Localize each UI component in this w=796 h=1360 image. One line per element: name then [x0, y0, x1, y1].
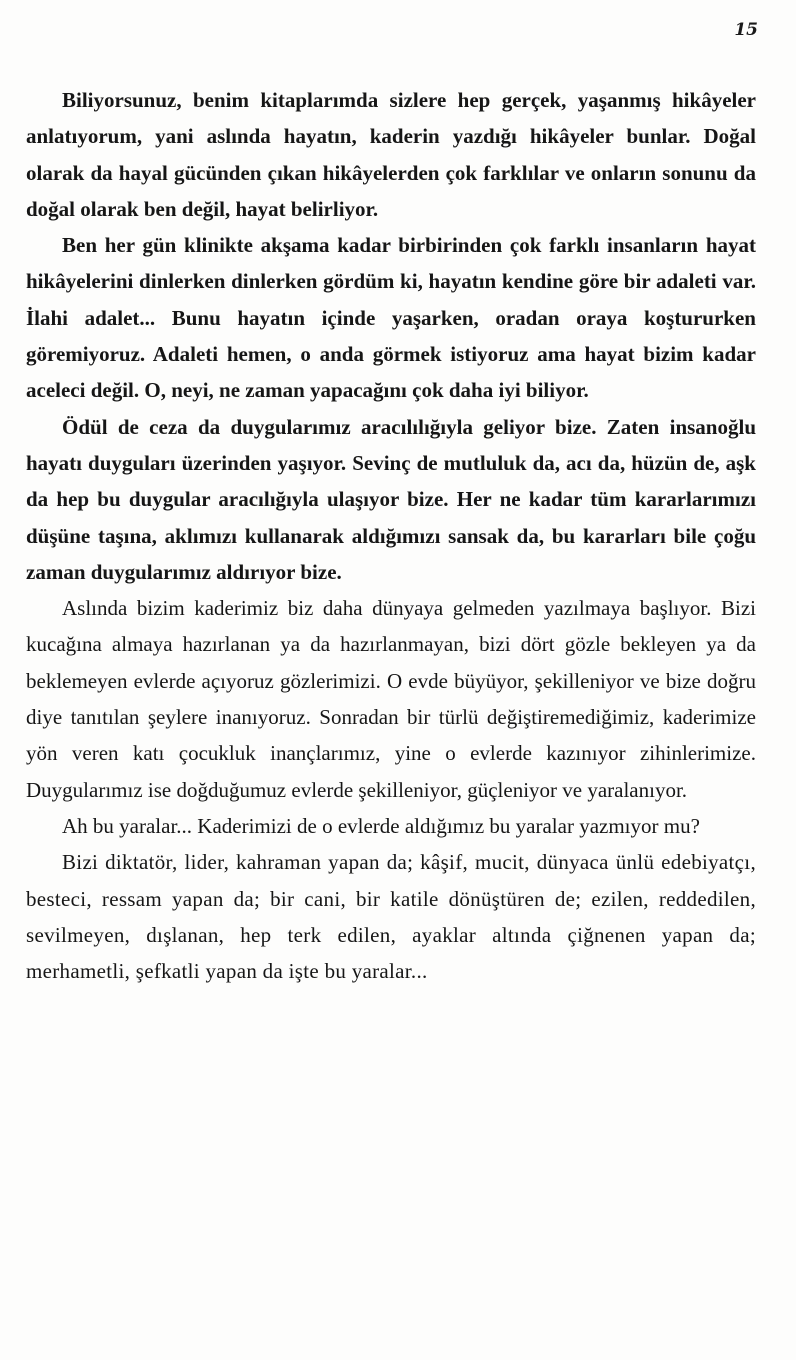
paragraph-4: Aslında bizim kaderimiz biz daha dünyaya gelmeden yazılmaya başlıyor. Bizi kucağına almaya hazırlanan ya da hazırlanmayan, bizi dört gözle bekleyen ya da beklemeyen evlerde açıyoruz gözlerimizi. O evde büyüyor, şekilleniyor ve bize doğru diye tanıtılan şeylere inanıyoruz. Sonradan bir türlü değiştiremediğimiz, kaderimize yön veren katı çocukluk inançlarımız, yine o evlerde kazınıyor zihinlerimize. Duygularımız ise doğduğumuz evlerde şekilleniyor, güçleniyor ve yaralanıyor.	[26, 596, 756, 802]
paragraph-1: Biliyorsunuz, benim kitaplarımda sizlere hep gerçek, yaşanmış hikâyeler anlatıyorum, yani aslında hayatın, kaderin yazdığı hikâyeler bunlar. Doğal olarak da hayal gücünden çıkan hikâyelerden çok farklılar ve onların sonunu da doğal olarak ben değil, hayat belirliyor.	[26, 88, 756, 221]
page-number: 15	[734, 20, 758, 40]
paragraph-2: Ben her gün klinikte akşama kadar birbirinden çok farklı insanların hayat hikâyelerini dinlerken dinlerken gördüm ki, hayatın kendine göre bir adaleti var. İlahi adalet... Bunu hayatın içinde yaşarken, oradan oraya koştururken göremiyoruz. Adaleti hemen, o anda görmek istiyoruz ama hayat bizim kadar aceleci değil. O, neyi, ne zaman yapacağını çok daha iyi biliyor.	[26, 233, 756, 403]
paragraph-3: Ödül de ceza da duygularımız aracılılığıyla geliyor bize. Zaten insanoğlu hayatı duyguları üzerinden yaşıyor. Sevinç de mutluluk da, acı da, hüzün de, aşk da hep bu duygular aracılığıyla ulaşıyor bize. Her ne kadar tüm kararlarımızı düşüne taşına, aklımızı kullanarak aldığımızı sansak da, bu kararları bile çoğu zaman duygularımız aldırıyor bize.	[26, 414, 756, 584]
paragraph-6: Bizi diktatör, lider, kahraman yapan da; kâşif, mucit, dünyaca ünlü edebiyatçı, besteci, ressam yapan da; bir cani, bir katile dönüştüren de; ezilen, reddedilen, sevilmeyen, dışlanan, hep terk edilen, ayaklar altında çiğnenen yapan da; merhametli, şefkatli yapan da işte bu yaralar...	[26, 850, 756, 984]
paragraph-5: Ah bu yaralar... Kaderimizi de o evlerde aldığımız bu yaralar yazmıyor mu?	[62, 813, 700, 838]
body-text	[26, 82, 756, 989]
